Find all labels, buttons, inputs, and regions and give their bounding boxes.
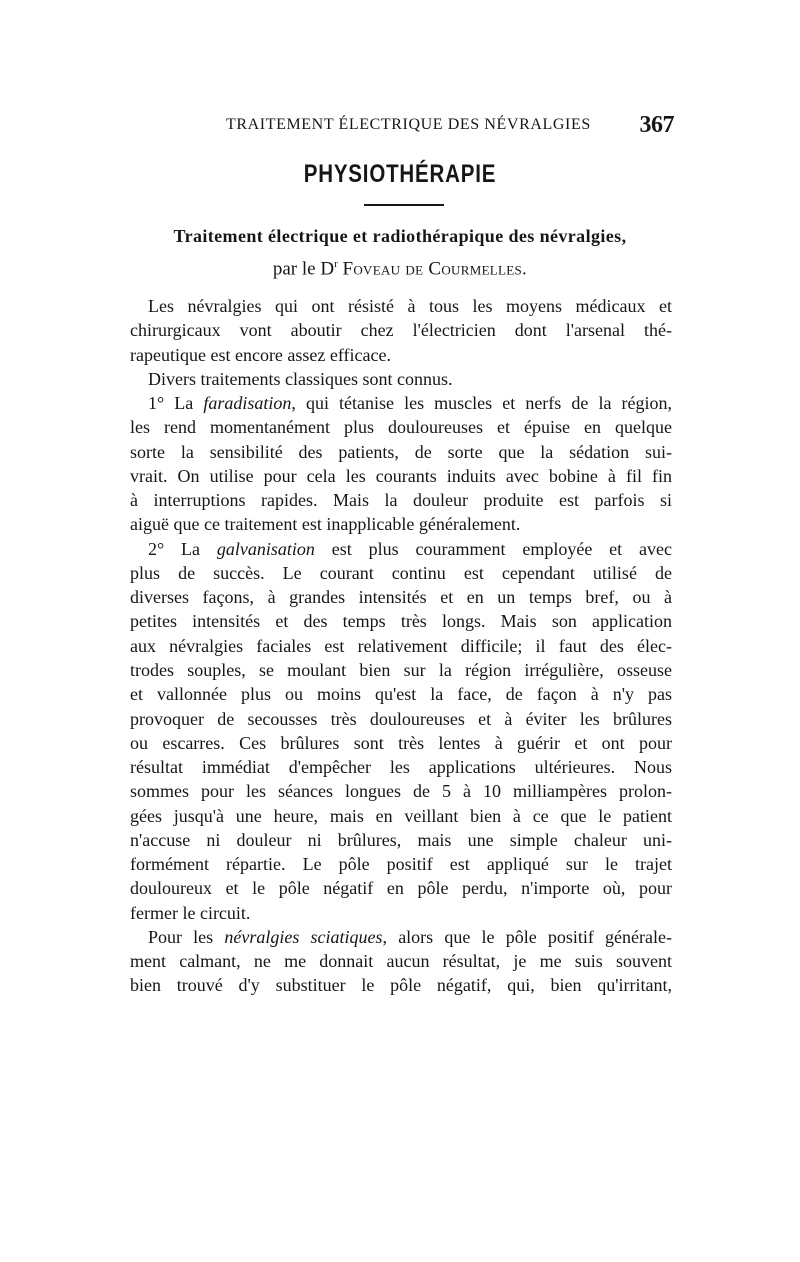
text-line: fermer le circuit. bbox=[130, 902, 251, 923]
text-line: plus de succès. Le courant continu est cependant utilisé de bbox=[130, 562, 672, 583]
article-title: Traitement électrique et radiothérapique des névralgies, bbox=[173, 226, 627, 246]
text-line: provoquer de secousses très douloureuses et à éviter les brûlures bbox=[130, 708, 672, 729]
byline-prefix: par le D bbox=[272, 258, 335, 280]
text-segment: Pour les bbox=[148, 926, 225, 947]
text-line: à interruptions rapides. Mais la douleur produite est parfois si bbox=[130, 490, 672, 511]
text-line: diverses façons, à grandes intensités et en un temps bref, ou à bbox=[130, 587, 672, 608]
text-line: sommes pour les séances longues de 5 à 10 milliampères prolon- bbox=[130, 781, 672, 802]
text-line: ment calmant, ne me donnait aucun résultat, je me suis souvent bbox=[130, 951, 672, 972]
text-segment: 1° La bbox=[148, 393, 204, 414]
byline-author: Foveau de Courmelles. bbox=[342, 258, 528, 280]
text-line: formément répartie. Le pôle positif est appliqué sur le trajet bbox=[130, 854, 672, 875]
text-line: aiguë que ce traitement est inapplicable généralement. bbox=[130, 514, 521, 535]
italic-term: faradisation bbox=[203, 393, 292, 414]
text-line: Divers traitements classiques sont connus. bbox=[148, 368, 453, 389]
italic-term: névralgies sciatiques bbox=[224, 926, 383, 947]
text-line: aux névralgies faciales est relativement difficile; il faut des élec- bbox=[130, 635, 672, 656]
text-line bbox=[130, 925, 672, 949]
text-segment: , qui tétanise les muscles et nerfs de la région, bbox=[291, 393, 673, 414]
text-line: douloureux et le pôle négatif en pôle perdu, n'importe où, pour bbox=[130, 878, 672, 899]
byline bbox=[0, 258, 800, 280]
text-line: sorte la sensibilité des patients, de sorte que la sédation sui- bbox=[130, 441, 672, 462]
text-segment: , alors que le pôle positif générale- bbox=[382, 926, 672, 947]
text-line: gées jusqu'à une heure, mais en veillant bien à ce que le patient bbox=[130, 805, 672, 826]
byline-sup: r bbox=[334, 258, 338, 270]
italic-term: galvanisation bbox=[216, 538, 315, 559]
title-rule bbox=[364, 204, 444, 206]
text-line: petites intensités et des temps très longs. Mais son application bbox=[130, 611, 672, 632]
text-line: résultat immédiat d'empêcher les applications ultérieures. Nous bbox=[130, 757, 672, 778]
text-line: rapeutique est encore assez efficace. bbox=[130, 344, 392, 365]
body-text bbox=[130, 294, 672, 998]
running-head: TRAITEMENT ÉLECTRIQUE DES NÉVRALGIES bbox=[226, 116, 591, 133]
text-line: n'accuse ni douleur ni brûlures, mais une simple chaleur uni- bbox=[130, 829, 672, 850]
text-line: trodes souples, se moulant bien sur la région irrégulière, osseuse bbox=[130, 659, 672, 680]
text-segment: est plus couramment employée et avec bbox=[314, 538, 672, 559]
text-line bbox=[130, 537, 672, 561]
text-line: Les névralgies qui ont résisté à tous les moyens médicaux et bbox=[148, 296, 672, 316]
text-line bbox=[130, 391, 672, 415]
page-header bbox=[226, 112, 676, 142]
text-segment: 2° La bbox=[148, 538, 217, 559]
page-number: 367 bbox=[639, 112, 674, 138]
text-line: et vallonnée plus ou moins qu'est la face, de façon à n'y pas bbox=[130, 684, 672, 705]
text-line: ou escarres. Ces brûlures sont très lentes à guérir et ont pour bbox=[130, 732, 672, 753]
text-line: bien trouvé d'y substituer le pôle négatif, qui, bien qu'irritant, bbox=[130, 975, 672, 996]
text-line: vrait. On utilise pour cela les courants induits avec bobine à fil fin bbox=[130, 465, 672, 486]
text-line: chirurgicaux vont aboutir chez l'électricien dont l'arsenal thé- bbox=[130, 320, 672, 341]
section-title: PHYSIOTHÉRAPIE bbox=[303, 160, 497, 188]
text-line: les rend momentanément plus douloureuses et épuise en quelque bbox=[130, 417, 672, 438]
